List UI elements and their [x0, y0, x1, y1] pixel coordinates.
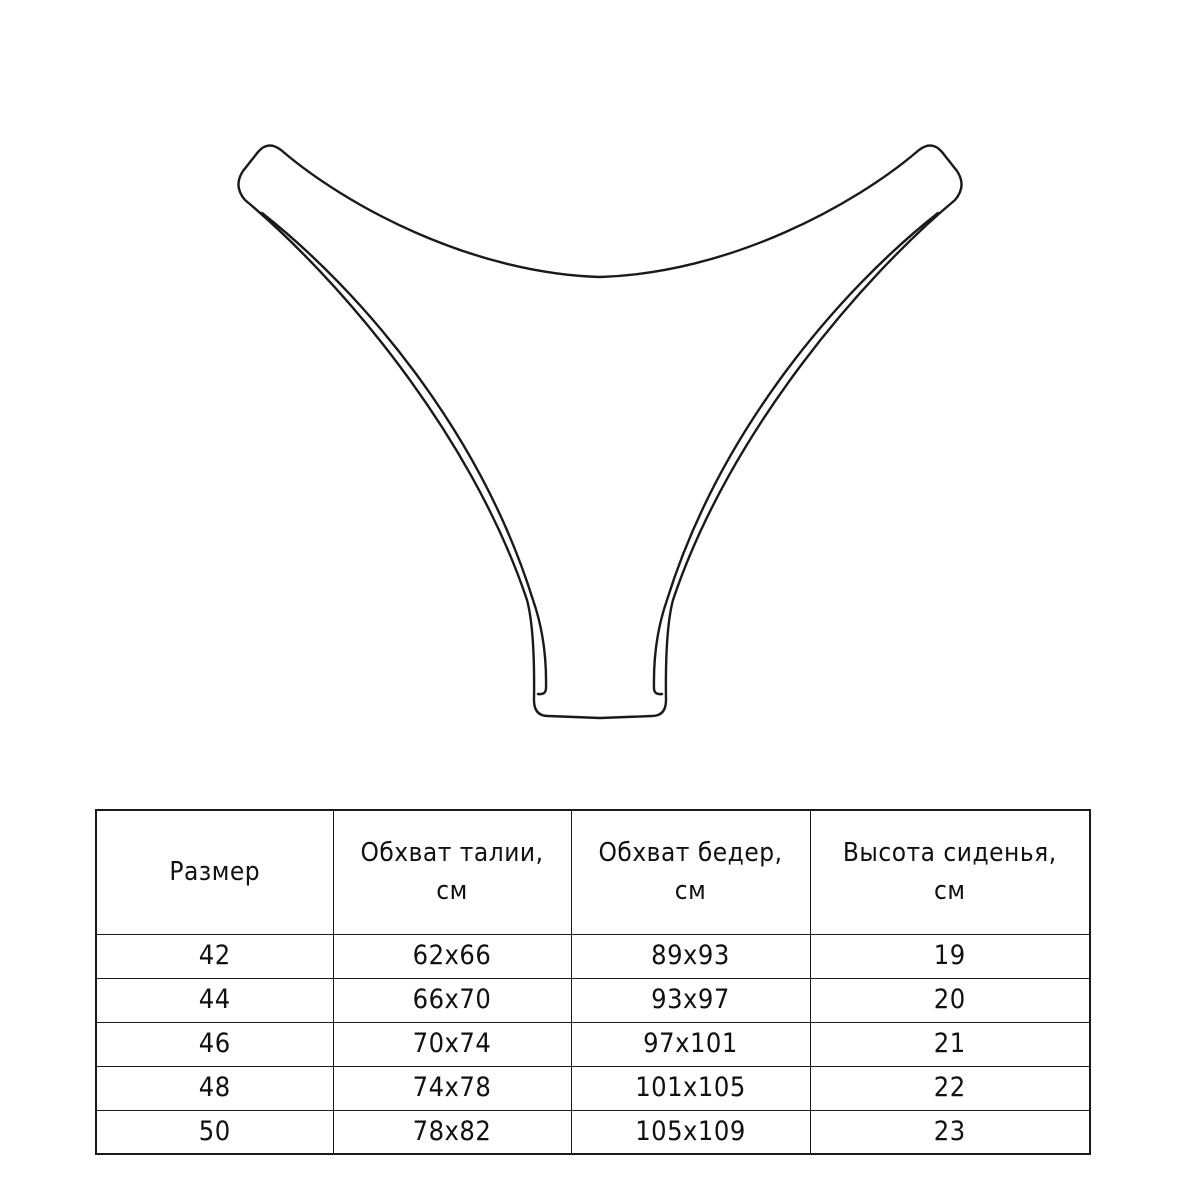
table-row [96, 1022, 1090, 1066]
header-size [96, 810, 333, 934]
cell-hips: 105x109 [571, 1110, 810, 1154]
header-size-label: Размер [169, 857, 261, 888]
header-rise-unit: см [933, 876, 966, 907]
table-header-row [96, 810, 1090, 934]
cell-hips: 89x93 [571, 934, 810, 978]
cell-waist: 62x66 [333, 934, 571, 978]
cell-size: 50 [96, 1110, 333, 1154]
table-row [96, 978, 1090, 1022]
cell-rise: 23 [810, 1110, 1090, 1154]
cell-size: 42 [96, 934, 333, 978]
cell-waist: 74x78 [333, 1066, 571, 1110]
table-row [96, 1066, 1090, 1110]
cell-hips: 97x101 [571, 1022, 810, 1066]
cell-rise: 19 [810, 934, 1090, 978]
header-hips [571, 810, 810, 934]
cell-waist: 66x70 [333, 978, 571, 1022]
cell-rise: 22 [810, 1066, 1090, 1110]
header-waist-unit: см [436, 876, 468, 907]
briefs-left-seam [262, 213, 546, 694]
cell-size: 46 [96, 1022, 333, 1066]
header-waist-label: Обхват талии, [360, 838, 544, 869]
cell-hips: 93x97 [571, 978, 810, 1022]
table-row [96, 934, 1090, 978]
header-rise-label: Высота сиденья, [842, 838, 1057, 869]
size-chart-table [95, 809, 1091, 1155]
cell-size: 48 [96, 1066, 333, 1110]
cell-waist: 78x82 [333, 1110, 571, 1154]
briefs-right-seam [654, 213, 938, 694]
header-waist [333, 810, 571, 934]
briefs-outer-outline [238, 145, 961, 718]
cell-rise: 21 [810, 1022, 1090, 1066]
cell-rise: 20 [810, 978, 1090, 1022]
header-rise [810, 810, 1090, 934]
cell-waist: 70x74 [333, 1022, 571, 1066]
cell-size: 44 [96, 978, 333, 1022]
table-row [96, 1110, 1090, 1154]
cell-hips: 101x105 [571, 1066, 810, 1110]
header-hips-unit: см [674, 876, 707, 907]
header-hips-label: Обхват бедер, [598, 838, 783, 869]
